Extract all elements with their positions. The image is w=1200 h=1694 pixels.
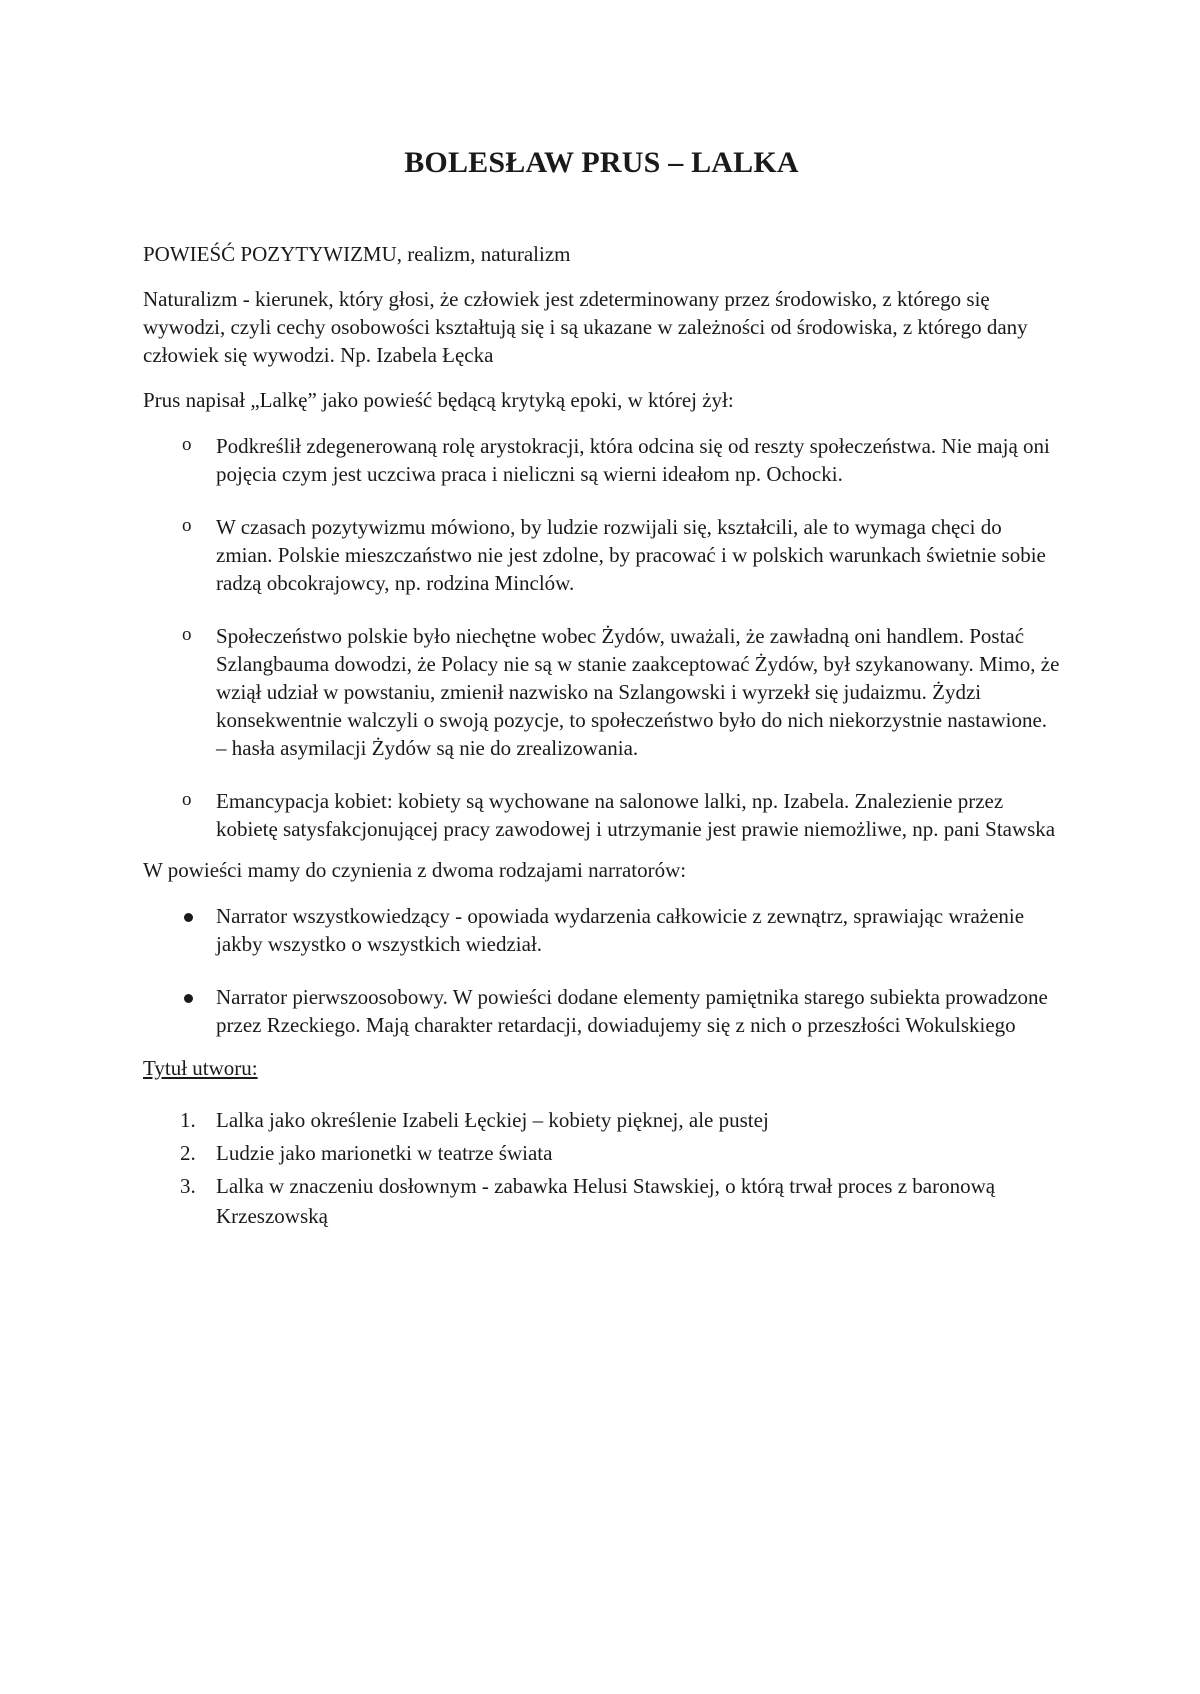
title-item-text: Ludzie jako marionetki w teatrze świata [216, 1141, 553, 1165]
narrators-list [143, 902, 1060, 1039]
circle-bullet-icon: o [182, 434, 192, 455]
title-section-heading: Tytuł utworu: [143, 1056, 258, 1080]
list-number: 2. [180, 1141, 196, 1165]
title-item-text: Lalka w znaczeniu dosłownym - zabawka Helusi Stawskiej, o którą trwał proces z baronową Krzeszowską [216, 1174, 996, 1228]
critique-item-text: Emancypacja kobiet: kobiety są wychowane na salonowe lalki, np. Izabela. Znalezienie przez kobietę satysfakcjonującej pracy zawodowej i utrzymanie jest prawie niemożliwe, np. pani Stawska [216, 789, 1056, 841]
list-item [143, 902, 1060, 958]
list-item [143, 983, 1060, 1039]
bullet-dot-icon [184, 994, 193, 1003]
document-title: BOLESŁAW PRUS – LALKA [404, 146, 799, 179]
title-meanings-list [143, 1105, 1060, 1231]
narrator-item-text: Narrator wszystkowiedzący - opowiada wydarzenia całkowicie z zewnątrz, sprawiając wrażenie jakby wszystko o wszystkich wiedział. [216, 904, 1025, 956]
narrator-item-text: Narrator pierwszoosobowy. W powieści dodane elementy pamiętnika starego subiekta prowadzone przez Rzeckiego. Mają charakter retardacji, dowiadujemy się z nich o przeszłości Wokulskiego [216, 985, 1048, 1037]
critique-intro: Prus napisał „Lalkę” jako powieść będącą krytyką epoki, w której żył: [143, 388, 734, 412]
narrators-intro: W powieści mamy do czynienia z dwoma rodzajami narratorów: [143, 858, 687, 882]
critique-item-text: Podkreślił zdegenerowaną rolę arystokracji, która odcina się od reszty społeczeństwa. Nie mają oni pojęcia czym jest uczciwa praca i nieliczni są wierni ideałom np. Ochocki. [216, 434, 1050, 486]
list-item [143, 513, 1060, 597]
critique-item-text: Społeczeństwo polskie było niechętne wobec Żydów, uważali, że zawładną oni handlem. Postać Szlangbauma dowodzi, że Polacy nie są w stanie zaakceptować Żydów, był szykanowany. Mimo, że wziął udział w powstaniu, zmienił nazwisko na Szlangowski i wyrzekł się judaizmu. Żydzi konsekwentnie walczyli o swoją pozycje, to społeczeństwo było do nich niekorzystnie nastawione. – hasła asymilacji Żydów są nie do zrealizowania. [216, 624, 1060, 760]
circle-bullet-icon: o [182, 515, 192, 536]
critique-list [143, 432, 1060, 843]
genre-line: POWIEŚĆ POZYTYWIZMU, realizm, naturalizm [143, 242, 571, 266]
list-item [143, 1105, 1060, 1135]
naturalism-paragraph: Naturalizm - kierunek, który głosi, że człowiek jest zdeterminowany przez środowisko, z którego się wywodzi, czyli cechy osobowości kształtują się i są ukazane w zależności od środowiska, z którego dany człowiek się wywodzi. Np. Izabela Łęcka [143, 287, 1028, 367]
critique-item-text: W czasach pozytywizmu mówiono, by ludzie rozwijali się, kształcili, ale to wymaga chęci do zmian. Polskie mieszczaństwo nie jest zdolne, by pracować i w polskich warunkach świetnie sobie radzą obcokrajowcy, np. rodzina Minclów. [216, 515, 1046, 595]
list-item [143, 1171, 1060, 1231]
list-item [143, 787, 1060, 843]
title-item-text: Lalka jako określenie Izabeli Łęckiej – kobiety pięknej, ale pustej [216, 1108, 769, 1132]
list-item [143, 1138, 1060, 1168]
circle-bullet-icon: o [182, 624, 192, 645]
list-number: 3. [180, 1174, 196, 1198]
bullet-dot-icon [184, 913, 193, 922]
list-item [143, 622, 1060, 762]
list-number: 1. [180, 1108, 196, 1132]
list-item [143, 432, 1060, 488]
circle-bullet-icon: o [182, 789, 192, 810]
